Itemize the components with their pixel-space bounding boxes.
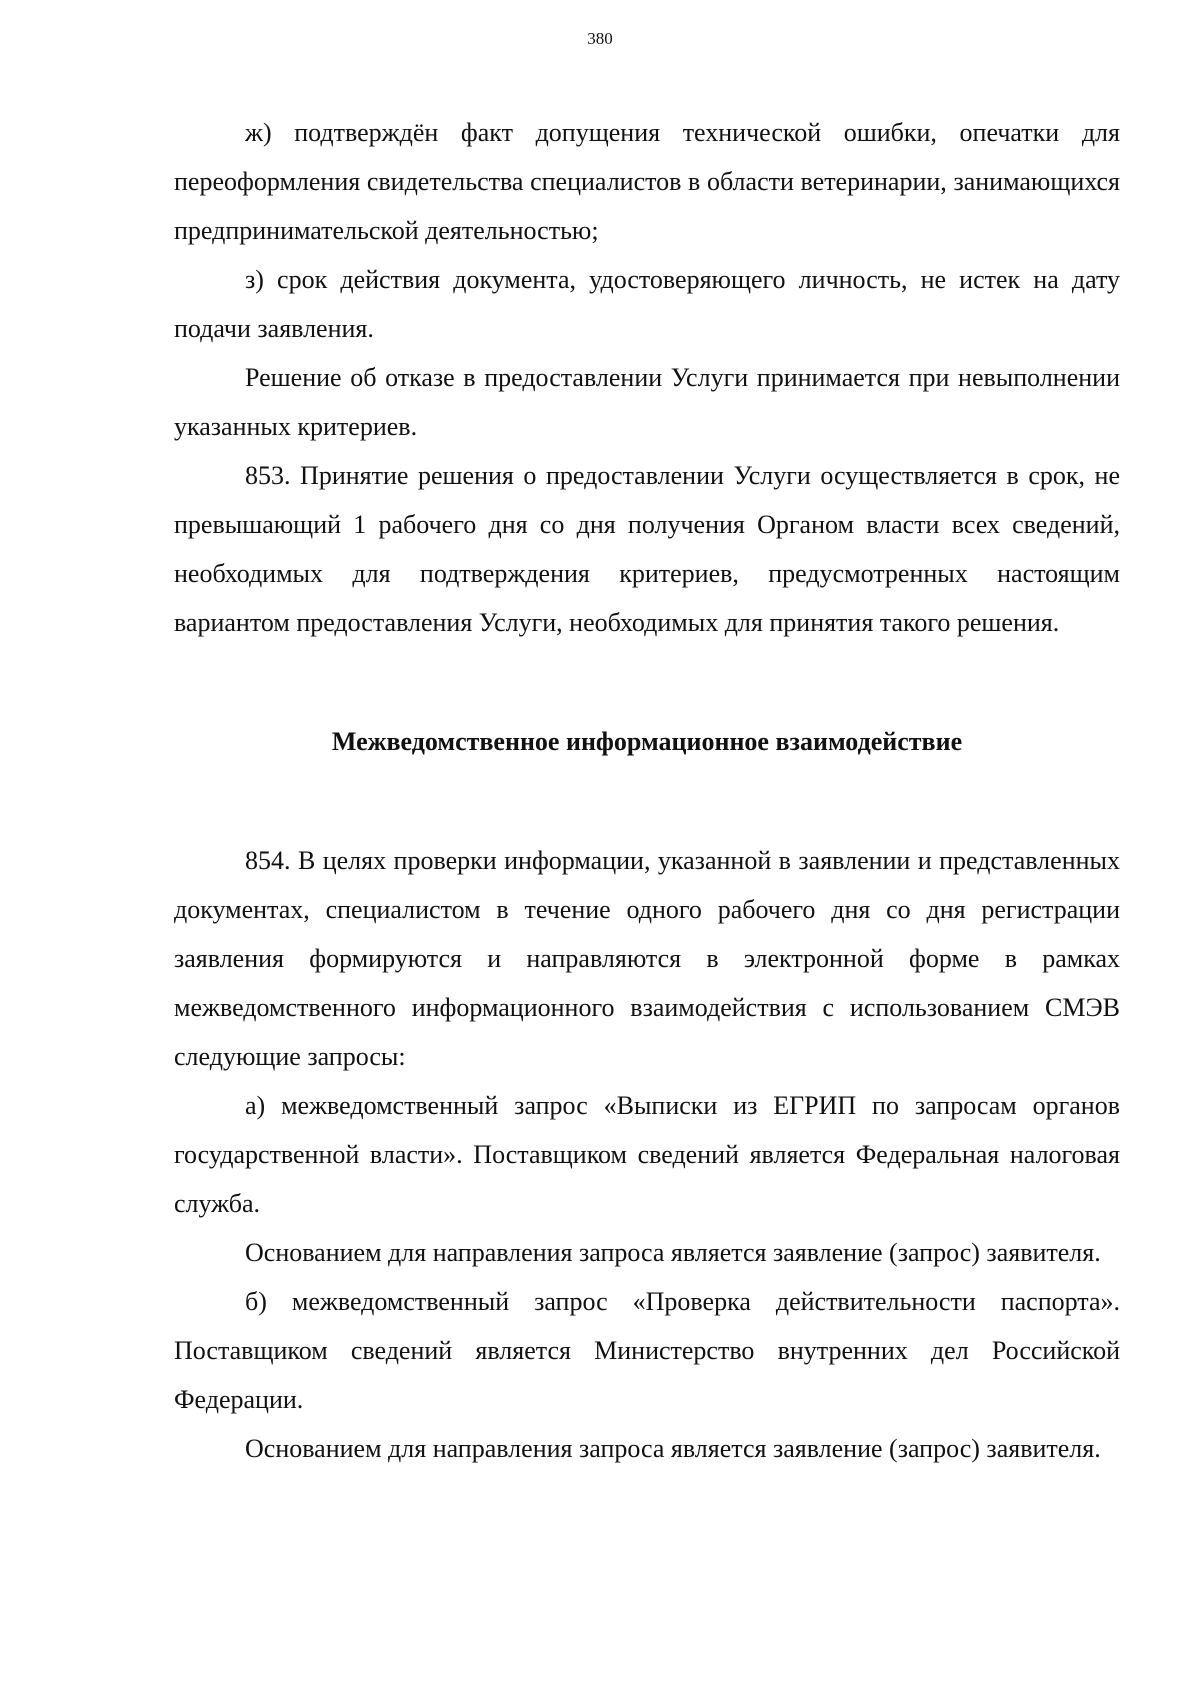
paragraph-refusal-decision: Решение об отказе в предоставлении Услуги принимается при невыполнении указанных критериев. (174, 363, 1120, 441)
document-body (174, 108, 1120, 1473)
paragraph-item-b: б) межведомственный запрос «Проверка действительности паспорта». Поставщиком сведений является Министерство внутренних дел Российской Федерации. (174, 1287, 1120, 1414)
section-heading: Межведомственное информационное взаимодействие (331, 727, 963, 756)
paragraph-item-z: з) срок действия документа, удостоверяющего личность, не истек на дату подачи заявления. (174, 265, 1120, 343)
paragraph-item-a: а) межведомственный запрос «Выписки из ЕГРИП по запросам органов государственной власти». Поставщиком сведений является Федеральная налоговая служба. (174, 1091, 1120, 1218)
paragraph-854: 854. В целях проверки информации, указанной в заявлении и представленных документах, специалистом в течение одного рабочего дня со дня регистрации заявления формируются и направляются в электронной форме в рамках межведомственного информационного взаимодействия с использованием СМЭВ следующие запросы: (174, 846, 1120, 1071)
paragraph-item-zh: ж) подтверждён факт допущения технической ошибки, опечатки для переоформления свидетельства специалистов в области ветеринарии, занимающихся предпринимательской деятельностью; (174, 118, 1120, 245)
page-number: 380 (587, 29, 613, 48)
paragraph-basis-b: Основанием для направления запроса является заявление (запрос) заявителя. (245, 1434, 1101, 1463)
paragraph-basis-a: Основанием для направления запроса является заявление (запрос) заявителя. (245, 1238, 1101, 1267)
paragraph-853: 853. Принятие решения о предоставлении Услуги осуществляется в срок, не превышающий 1 рабочего дня со дня получения Органом власти всех сведений, необходимых для подтверждения критериев, предусмотренных настоящим вариантом предоставления Услуги, необходимых для принятия такого решения. (174, 461, 1120, 637)
